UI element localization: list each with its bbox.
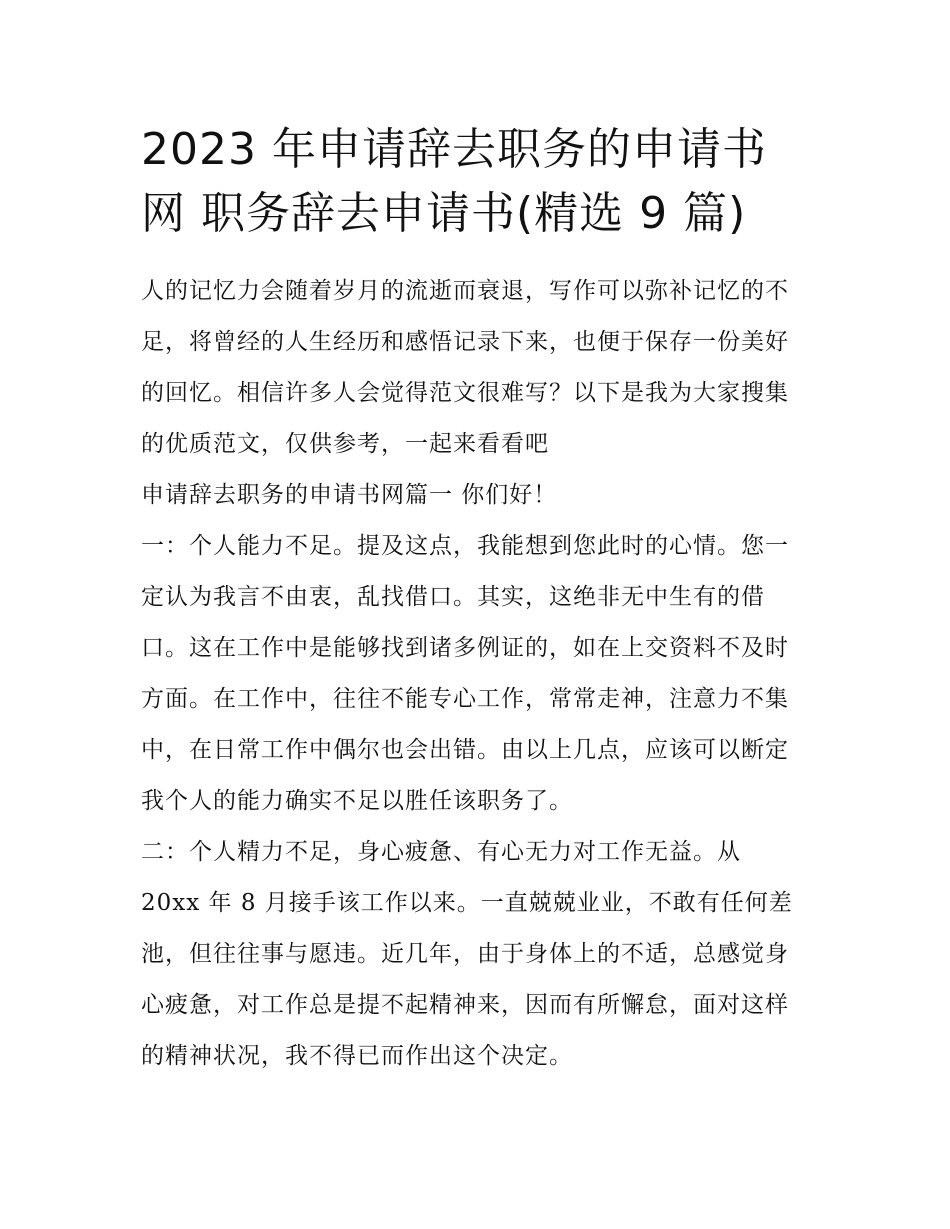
text-line: 一：个人能力不足。提及这点，我能想到您此时的心情。您一: [141, 533, 789, 559]
text-line: 人的记忆力会随着岁月的流逝而衰退，写作可以弥补记忆的不: [141, 278, 789, 304]
document-body: [141, 266, 813, 1082]
section-heading-paragraph: [141, 470, 813, 521]
reason-two-paragraph: [141, 827, 813, 1082]
text-line: 足，将曾经的人生经历和感悟记录下来，也便于保存一份美好: [141, 329, 789, 355]
document-page: [141, 118, 813, 1082]
text-line: 定认为我言不由衷，乱找借口。其实，这绝非无中生有的借: [141, 584, 765, 610]
text-line: 心疲惫，对工作总是提不起精神来，因而有所懈怠，面对这样: [141, 992, 789, 1018]
text-line: 我个人的能力确实不足以胜任该职务了。: [141, 788, 573, 814]
text-line: 的精神状况，我不得已而作出这个决定。: [141, 1043, 573, 1069]
text-line: 中，在日常工作中偶尔也会出错。由以上几点，应该可以断定: [141, 737, 789, 763]
reason-one-paragraph: [141, 521, 813, 827]
text-line: 的优质范文，仅供参考，一起来看看吧: [141, 431, 549, 457]
title-line: 2023 年申请辞去职务的申请书: [141, 124, 767, 175]
title-line: 网 职务辞去申请书(精选 9 篇): [141, 188, 747, 239]
document-title: [141, 118, 813, 246]
intro-paragraph: [141, 266, 813, 470]
text-line: 方面。在工作中，往往不能专心工作，常常走神，注意力不集: [141, 686, 789, 712]
text-line: 口。这在工作中是能够找到诸多例证的，如在上交资料不及时: [141, 635, 789, 661]
text-line: 申请辞去职务的申请书网篇一 你们好！: [141, 482, 558, 508]
text-line: 的回忆。相信许多人会觉得范文很难写？以下是我为大家搜集: [141, 380, 789, 406]
text-line: 20xx 年 8 月接手该工作以来。一直兢兢业业，不敢有任何差: [141, 890, 793, 916]
text-line: 池，但往往事与愿违。近几年，由于身体上的不适，总感觉身: [141, 941, 789, 967]
text-line: 二：个人精力不足，身心疲惫、有心无力对工作无益。从: [141, 839, 741, 865]
